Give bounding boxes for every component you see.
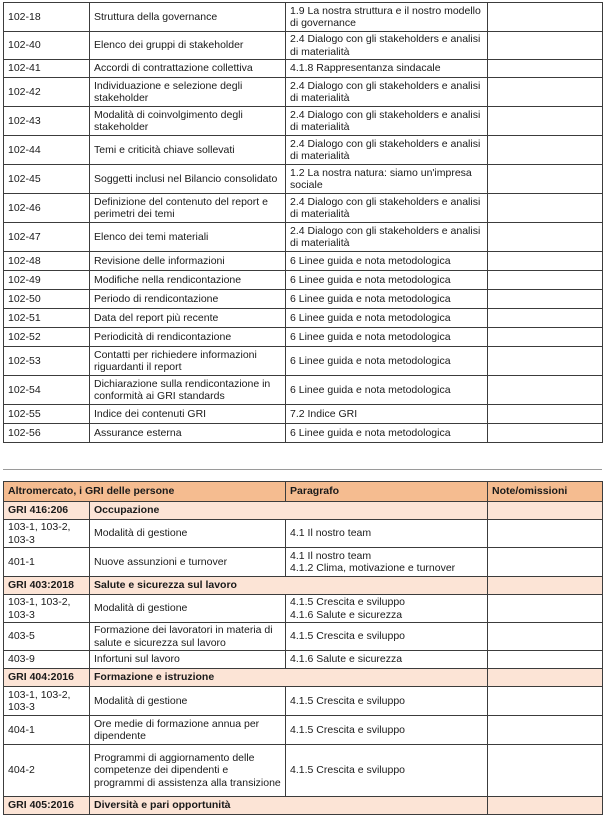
disclosure-notes [488, 136, 603, 165]
disclosure-notes [488, 405, 603, 424]
table-row [4, 60, 603, 78]
disclosure-description: Modifiche nella rendicontazione [90, 271, 286, 290]
disclosure-code: 102-47 [4, 223, 90, 252]
disclosure-description: Temi e criticità chiave sollevati [90, 136, 286, 165]
disclosure-notes [488, 687, 603, 716]
disclosure-paragraph: 7.2 Indice GRI [286, 405, 488, 424]
disclosure-code: 102-42 [4, 78, 90, 107]
disclosure-code: 102-50 [4, 290, 90, 309]
section-header-row [4, 577, 603, 595]
disclosure-code: 102-18 [4, 3, 90, 32]
header-topic: Altromercato, i GRI delle persone [4, 482, 286, 502]
disclosure-notes [488, 548, 603, 577]
disclosure-paragraph: 6 Linee guida e nota metodologica [286, 290, 488, 309]
disclosure-notes [488, 309, 603, 328]
section-code: GRI 404:2016 [4, 669, 90, 687]
disclosure-description: Contatti per richiedere informazioni riguardanti il report [90, 347, 286, 376]
disclosure-code: 403-5 [4, 623, 90, 651]
disclosure-paragraph: 2.4 Dialogo con gli stakeholders e analisi di materialità [286, 136, 488, 165]
disclosure-code: 102-52 [4, 328, 90, 347]
disclosure-code: 102-49 [4, 271, 90, 290]
section-code: GRI 416:206 [4, 502, 90, 520]
table-row [4, 347, 603, 376]
table-row [4, 716, 603, 745]
disclosure-paragraph: 4.1.5 Crescita e sviluppo 4.1.6 Salute e sicurezza [286, 595, 488, 623]
disclosure-code: 102-40 [4, 32, 90, 60]
disclosure-code: 102-51 [4, 309, 90, 328]
disclosure-notes [488, 107, 603, 136]
disclosure-description: Modalità di coinvolgimento degli stakeholder [90, 107, 286, 136]
disclosure-code: 103-1, 103-2, 103-3 [4, 687, 90, 716]
disclosure-description: Programmi di aggiornamento delle competenze dei dipendenti e programmi di assistenza alla transizione [90, 745, 286, 797]
general-table-body [4, 3, 603, 443]
disclosure-notes [488, 745, 603, 797]
table-row [4, 165, 603, 194]
disclosure-description: Periodo di rendicontazione [90, 290, 286, 309]
disclosure-notes [488, 32, 603, 60]
disclosure-paragraph: 6 Linee guida e nota metodologica [286, 271, 488, 290]
disclosure-code: 102-45 [4, 165, 90, 194]
disclosure-code: 401-1 [4, 548, 90, 577]
disclosure-paragraph: 4.1.6 Salute e sicurezza [286, 651, 488, 669]
people-table-body [4, 502, 603, 815]
disclosure-description: Modalità di gestione [90, 520, 286, 548]
disclosure-paragraph: 6 Linee guida e nota metodologica [286, 309, 488, 328]
disclosure-description: Formazione dei lavoratori in materia di salute e sicurezza sul lavoro [90, 623, 286, 651]
disclosure-notes [488, 3, 603, 32]
table-row [4, 623, 603, 651]
table-row [4, 548, 603, 577]
disclosure-paragraph: 1.9 La nostra struttura e il nostro modello di governance [286, 3, 488, 32]
disclosure-code: 102-54 [4, 376, 90, 405]
disclosure-code: 102-43 [4, 107, 90, 136]
disclosure-description: Definizione del contenuto del report e perimetri dei temi [90, 194, 286, 223]
table-header-row [4, 482, 603, 502]
disclosure-code: 102-53 [4, 347, 90, 376]
section-header-row [4, 669, 603, 687]
disclosure-code: 404-1 [4, 716, 90, 745]
disclosure-description: Indice dei contenuti GRI [90, 405, 286, 424]
table-row [4, 194, 603, 223]
disclosure-notes [488, 716, 603, 745]
disclosure-code: 404-2 [4, 745, 90, 797]
disclosure-description: Assurance esterna [90, 424, 286, 443]
disclosure-notes [488, 347, 603, 376]
table-row [4, 32, 603, 60]
disclosure-notes [488, 424, 603, 443]
table-row [4, 745, 603, 797]
disclosure-description: Data del report più recente [90, 309, 286, 328]
disclosure-code: 102-44 [4, 136, 90, 165]
table-row [4, 78, 603, 107]
disclosure-paragraph: 6 Linee guida e nota metodologica [286, 424, 488, 443]
disclosure-description: Nuove assunzioni e turnover [90, 548, 286, 577]
disclosure-paragraph: 4.1 Il nostro team 4.1.2 Clima, motivazione e turnover [286, 548, 488, 577]
disclosure-notes [488, 328, 603, 347]
disclosure-notes [488, 376, 603, 405]
table-row [4, 107, 603, 136]
table-row [4, 309, 603, 328]
disclosure-notes [488, 252, 603, 271]
disclosure-paragraph: 6 Linee guida e nota metodologica [286, 328, 488, 347]
table-row [4, 328, 603, 347]
disclosure-notes [488, 271, 603, 290]
disclosure-description: Accordi di contrattazione collettiva [90, 60, 286, 78]
table-row [4, 136, 603, 165]
disclosure-paragraph: 2.4 Dialogo con gli stakeholders e analisi di materialità [286, 194, 488, 223]
disclosure-description: Dichiarazione sulla rendicontazione in conformità ai GRI standards [90, 376, 286, 405]
disclosure-description: Infortuni sul lavoro [90, 651, 286, 669]
disclosure-paragraph: 2.4 Dialogo con gli stakeholders e analisi di materialità [286, 223, 488, 252]
disclosure-paragraph: 1.2 La nostra natura: siamo un'impresa sociale [286, 165, 488, 194]
disclosure-code: 102-55 [4, 405, 90, 424]
section-title: Occupazione [90, 502, 488, 520]
gri-general-disclosures-table [3, 2, 603, 443]
disclosure-paragraph: 2.4 Dialogo con gli stakeholders e analisi di materialità [286, 78, 488, 107]
disclosure-notes [488, 520, 603, 548]
gri-people-table [3, 481, 603, 815]
disclosure-description: Soggetti inclusi nel Bilancio consolidato [90, 165, 286, 194]
table-row [4, 520, 603, 548]
disclosure-notes [488, 78, 603, 107]
section-title: Diversità e pari opportunità [90, 797, 488, 815]
header-paragraph: Paragrafo [286, 482, 488, 502]
disclosure-notes [488, 223, 603, 252]
table-row [4, 271, 603, 290]
disclosure-description: Elenco dei temi materiali [90, 223, 286, 252]
disclosure-notes [488, 60, 603, 78]
disclosure-paragraph: 4.1 Il nostro team [286, 520, 488, 548]
disclosure-paragraph: 4.1.5 Crescita e sviluppo [286, 716, 488, 745]
disclosure-paragraph: 4.1.5 Crescita e sviluppo [286, 687, 488, 716]
table-row [4, 223, 603, 252]
disclosure-code: 103-1, 103-2, 103-3 [4, 520, 90, 548]
disclosure-paragraph: 2.4 Dialogo con gli stakeholders e analisi di materialità [286, 32, 488, 60]
disclosure-description: Struttura della governance [90, 3, 286, 32]
disclosure-paragraph: 6 Linee guida e nota metodologica [286, 252, 488, 271]
page-divider [3, 469, 602, 470]
disclosure-notes [488, 651, 603, 669]
table-row [4, 651, 603, 669]
section-title: Formazione e istruzione [90, 669, 488, 687]
disclosure-code: 403-9 [4, 651, 90, 669]
disclosure-code: 103-1, 103-2, 103-3 [4, 595, 90, 623]
disclosure-code: 102-46 [4, 194, 90, 223]
table-row [4, 290, 603, 309]
section-empty-cell [488, 502, 603, 520]
disclosure-paragraph: 4.1.5 Crescita e sviluppo [286, 623, 488, 651]
table-row [4, 424, 603, 443]
section-title: Salute e sicurezza sul lavoro [90, 577, 488, 595]
table-row [4, 687, 603, 716]
disclosure-description: Periodicità di rendicontazione [90, 328, 286, 347]
table-row [4, 3, 603, 32]
section-code: GRI 405:2016 [4, 797, 90, 815]
table-row [4, 405, 603, 424]
disclosure-paragraph: 4.1.8 Rappresentanza sindacale [286, 60, 488, 78]
disclosure-code: 102-48 [4, 252, 90, 271]
header-notes: Note/omissioni [488, 482, 603, 502]
disclosure-description: Individuazione e selezione degli stakeholder [90, 78, 286, 107]
disclosure-notes [488, 595, 603, 623]
table-row [4, 252, 603, 271]
disclosure-paragraph: 6 Linee guida e nota metodologica [286, 347, 488, 376]
disclosure-description: Modalità di gestione [90, 595, 286, 623]
disclosure-description: Elenco dei gruppi di stakeholder [90, 32, 286, 60]
section-empty-cell [488, 797, 603, 815]
table-row [4, 595, 603, 623]
disclosure-notes [488, 165, 603, 194]
disclosure-notes [488, 194, 603, 223]
section-code: GRI 403:2018 [4, 577, 90, 595]
disclosure-notes [488, 623, 603, 651]
disclosure-description: Modalità di gestione [90, 687, 286, 716]
section-header-row [4, 797, 603, 815]
disclosure-notes [488, 290, 603, 309]
section-empty-cell [488, 669, 603, 687]
section-empty-cell [488, 577, 603, 595]
disclosure-description: Ore medie di formazione annua per dipendente [90, 716, 286, 745]
disclosure-paragraph: 6 Linee guida e nota metodologica [286, 376, 488, 405]
disclosure-code: 102-56 [4, 424, 90, 443]
table-row [4, 376, 603, 405]
disclosure-description: Revisione delle informazioni [90, 252, 286, 271]
disclosure-paragraph: 2.4 Dialogo con gli stakeholders e analisi di materialità [286, 107, 488, 136]
disclosure-paragraph: 4.1.5 Crescita e sviluppo [286, 745, 488, 797]
disclosure-code: 102-41 [4, 60, 90, 78]
section-header-row [4, 502, 603, 520]
